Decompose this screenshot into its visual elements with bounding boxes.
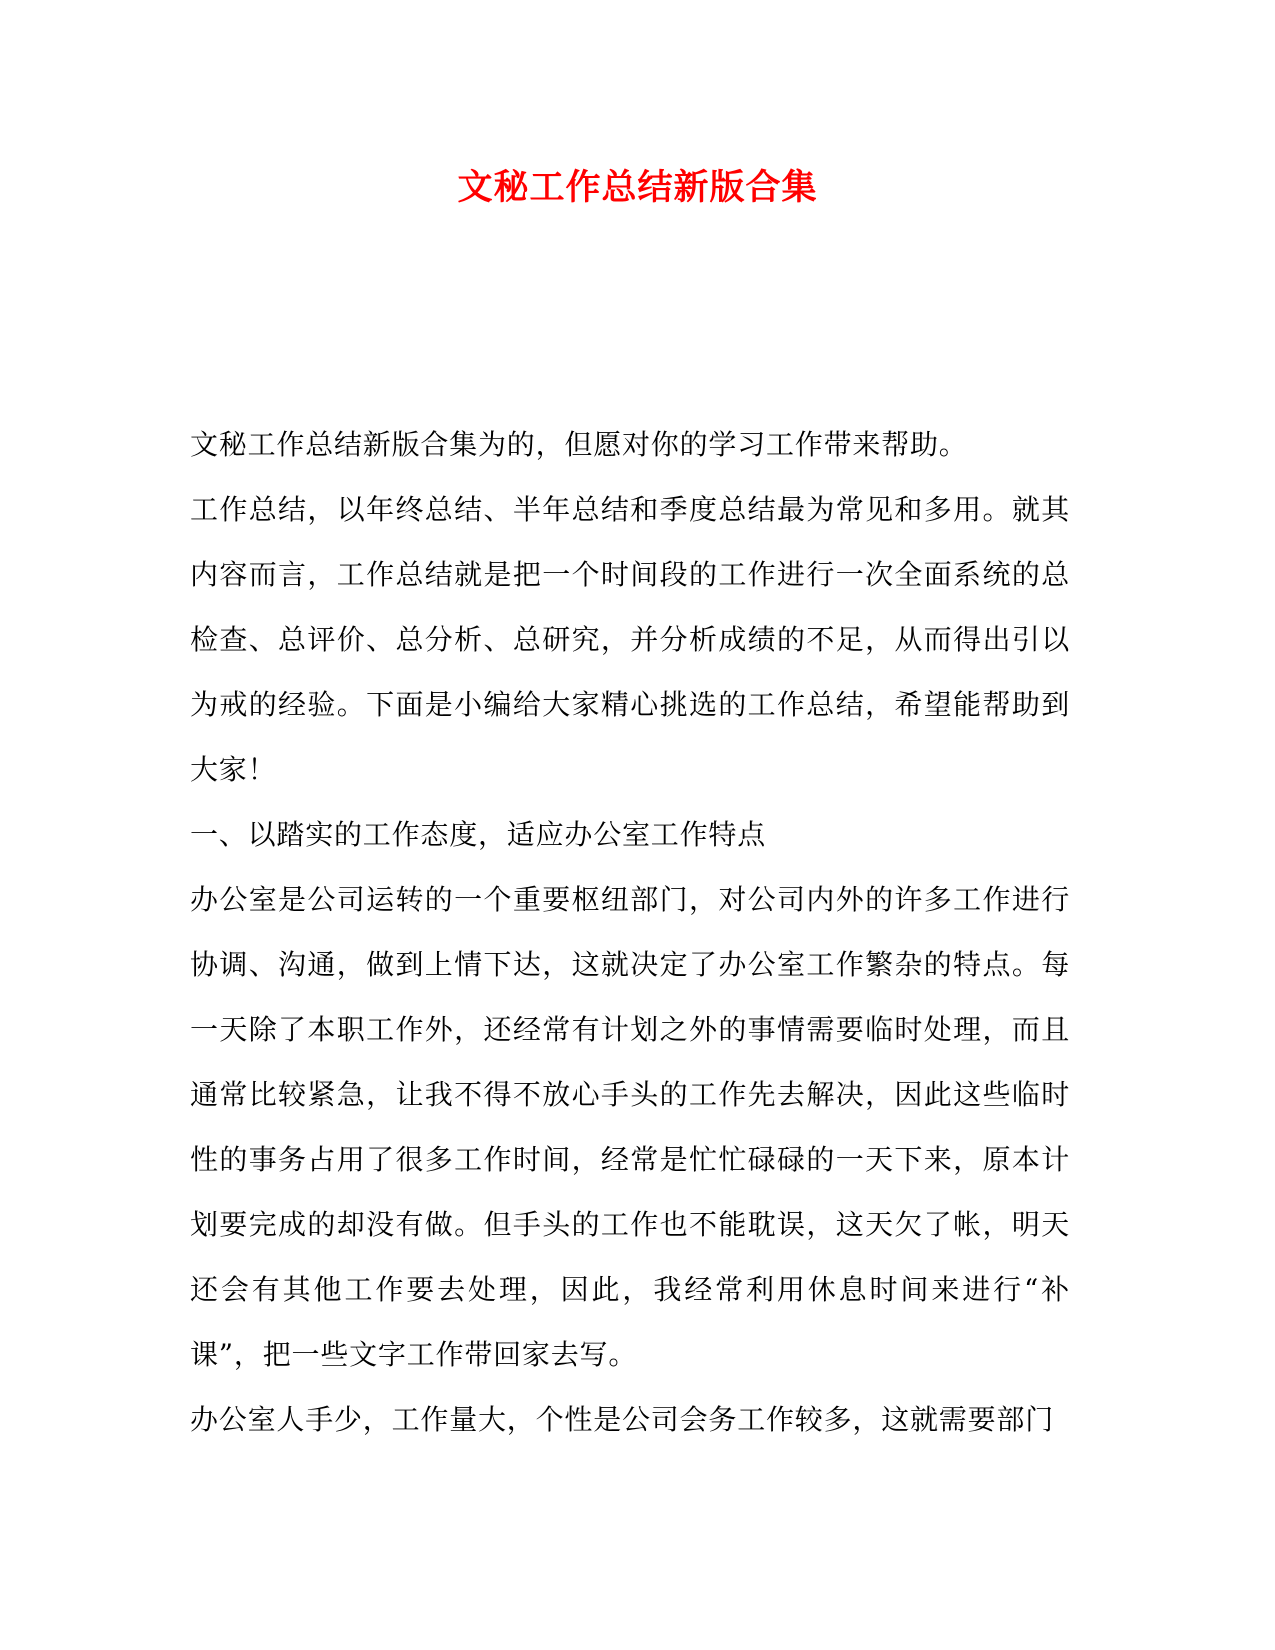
intro-paragraph: 文秘工作总结新版合集为的，但愿对你的学习工作带来帮助。 — [190, 428, 968, 461]
section-heading: 一、以踏实的工作态度，适应办公室工作特点 — [190, 818, 767, 851]
document-title: 文秘工作总结新版合集 — [457, 167, 818, 208]
body-paragraph: 办公室人手少，工作量大，个性是公司会务工作较多，这就需要部门 — [190, 1403, 1055, 1436]
body-paragraph: 办公室是公司运转的一个重要枢纽部门，对公司内外的许多工作进行协调、沟通，做到上情下达，这就决定了办公室工作繁杂的特点。每一天除了本职工作外，还经常有计划之外的事情需要临时处理，而且通常比较紧急，让我不得不放心手头的工作先去解决，因此这些临时性的事务占用了很多工作时间，经常是忙忙碌碌的一天下来，原本计划要完成的却没有做。但手头的工作也不能耽误，这天欠了帐，明天还会有其他工作要去处理，因此，我经常利用休息时间来进行“补课”，把一些文字工作带回家去写。 — [190, 883, 1070, 1371]
document-body — [190, 412, 1070, 1452]
summary-paragraph: 工作总结，以年终总结、半年总结和季度总结最为常见和多用。就其内容而言，工作总结就是把一个时间段的工作进行一次全面系统的总检查、总评价、总分析、总研究，并分析成绩的不足，从而得出引以为戒的经验。下面是小编给大家精心挑选的工作总结，希望能帮助到大家！ — [190, 493, 1070, 786]
